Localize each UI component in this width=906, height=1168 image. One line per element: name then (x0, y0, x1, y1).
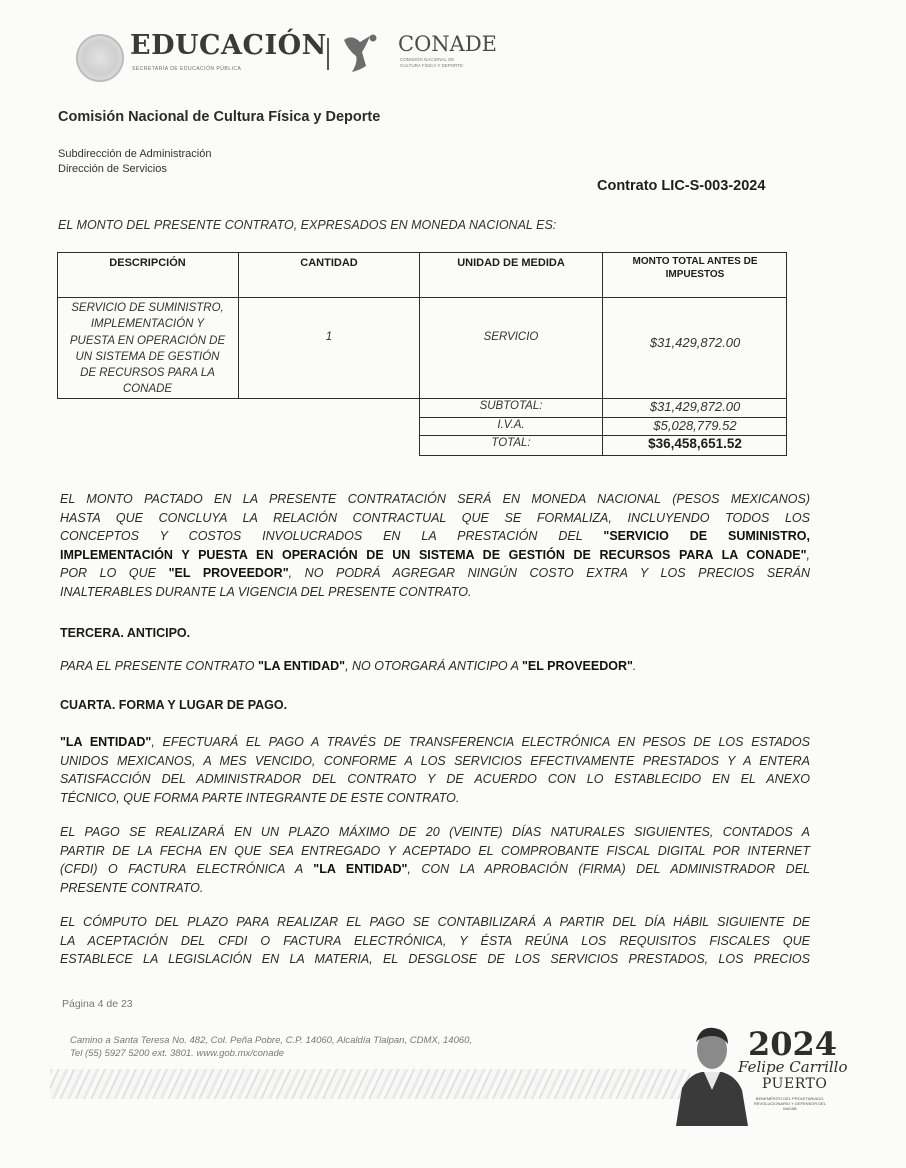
amount-table (57, 252, 786, 456)
section-heading-cuarta: CUARTA. FORMA Y LUGAR DE PAGO. (60, 698, 288, 712)
amount-intro: EL MONTO DEL PRESENTE CONTRATO, EXPRESADOS EN MONEDA NACIONAL ES: (58, 218, 557, 232)
text-span: (CFDI) O FACTURA ELECTRÓNICA A (60, 862, 303, 876)
conade-logo-subtitle: COMISIÓN NACIONAL DE CULTURA FÍSICA Y DEPORTE (400, 57, 464, 68)
footer-address (70, 1034, 472, 1060)
organization-name: Comisión Nacional de Cultura Física y Deporte (58, 109, 381, 125)
description-line: IMPLEMENTACIÓN Y (90, 318, 205, 331)
service-name-bold: "SERVICIO DE SUMINISTRO, (603, 529, 810, 543)
description-line: UN SISTEMA DE GESTIÓN (75, 350, 220, 363)
anniversary-year: 2024 (748, 1025, 838, 1063)
description-line: PUESTA EN OPERACIÓN DE (69, 334, 226, 347)
decorative-footer-band (50, 1069, 690, 1099)
text-line: INALTERABLES DURANTE LA VIGENCIA DEL PRESENTE CONTRATO. (60, 584, 472, 599)
sep-seal-logo (76, 34, 124, 82)
description-cell (57, 300, 238, 398)
text-span: . (632, 659, 637, 673)
table-divider (238, 252, 239, 399)
col-header-unit: UNIDAD DE MEDIDA (457, 257, 565, 269)
section-heading-tercera: TERCERA. ANTICIPO. (60, 626, 191, 640)
address-line: Tel (55) 5927 5200 ext. 3801. www.gob.mx/conade (70, 1048, 285, 1059)
text-line: EL MONTO PACTADO EN LA PRESENTE CONTRATACIÓN SERÁ EN MONEDA NACIONAL (PESOS MEXICANOS) (60, 492, 810, 506)
text-line (60, 564, 810, 583)
text-span: , NO OTORGARÁ ANTICIPO A (345, 659, 519, 673)
subtotal-label: SUBTOTAL: (479, 400, 543, 412)
text-line: EL CÓMPUTO DEL PLAZO PARA REALIZAR EL PAGO SE CONTABILIZARÁ A PARTIR DEL DÍA HÁBIL SIGUIENTE DE (60, 915, 810, 929)
entity-bold: "LA ENTIDAD" (313, 862, 408, 876)
col-header-quantity: CANTIDAD (300, 257, 358, 269)
payment-paragraph-1 (60, 733, 810, 807)
description-line: CONADE (122, 383, 173, 396)
total-value: $36,458,651.52 (648, 436, 742, 451)
text-span: , CON LA APROBACIÓN (FIRMA) DEL ADMINISTRADOR DEL (407, 862, 810, 876)
text-span: , (806, 547, 810, 562)
text-line: PRESENTE CONTRATO. (60, 880, 204, 895)
education-logo-title: EDUCACIÓN (130, 30, 327, 61)
payment-paragraph-3 (60, 913, 810, 969)
contract-number: Contrato LIC-S-003-2024 (597, 178, 766, 194)
entity-bold: "LA ENTIDAD" (257, 659, 346, 673)
unit-cell: SERVICIO (483, 331, 539, 343)
entity-bold: "LA ENTIDAD" (60, 735, 152, 749)
text-line: PARTIR DE LA FECHA EN QUE SEA ENTREGADO Y ACEPTADO EL COMPROBANTE FISCAL DIGITAL POR INTERNET (60, 843, 810, 858)
text-line (60, 527, 810, 546)
department-line-1: Subdirección de Administración (58, 148, 212, 160)
service-name-bold: IMPLEMENTACIÓN Y PUESTA EN OPERACIÓN DE UN SISTEMA DE GESTIÓN DE RECURSOS PARA LA CONADE" (60, 547, 807, 562)
page-number: Página 4 de 23 (62, 998, 133, 1010)
col-header-description: DESCRIPCIÓN (109, 257, 186, 269)
honoree-first-name: Felipe Carrillo (738, 1058, 848, 1076)
text-span: CONCEPTOS Y COSTOS INVOLUCRADOS EN LA PRESTACIÓN DEL (60, 529, 583, 543)
address-line: Camino a Santa Teresa No. 482, Col. Peña Pobre, C.P. 14060, Alcaldía Tlalpan, CDMX, 14060, (70, 1035, 473, 1046)
provider-bold: "EL PROVEEDOR" (168, 566, 289, 580)
text-span: , NO PODRÁ AGREGAR NINGÚN COSTO EXTRA Y LOS PRECIOS SERÁN (288, 566, 810, 580)
amount-cell: $31,429,872.00 (649, 335, 741, 350)
subtotal-value: $31,429,872.00 (649, 399, 741, 414)
text-span: , EFECTUARÁ EL PAGO A TRAVÉS DE TRANSFERENCIA ELECTRÓNICA EN PESOS DE LOS ESTADOS (151, 735, 810, 749)
text-line (60, 657, 810, 676)
text-line: LA ACEPTACIÓN DEL CFDI O FACTURA ELECTRÓNICA, Y ÉSTA REÚNA LOS REQUISITOS FISCALES QUE (60, 933, 810, 948)
text-line: ESTABLECE LA LEGISLACIÓN EN LA MATERIA, EL DESGLOSE DE LOS SERVICIOS PRESTADOS, LOS PRECIOS (60, 952, 810, 966)
text-span: PARA EL PRESENTE CONTRATO (60, 659, 255, 673)
advance-paragraph (60, 657, 810, 676)
education-logo-subtitle: SECRETARÍA DE EDUCACIÓN PÚBLICA (132, 66, 242, 72)
text-line (60, 733, 810, 752)
iva-value: $5,028,779.52 (653, 418, 737, 433)
payment-paragraph-2 (60, 823, 810, 897)
honoree-subtitle: BENEMÉRITO DEL PROLETARIADO, REVOLUCIONARIO Y DEFENSOR DEL MAYAB (753, 1096, 827, 1111)
total-label: TOTAL: (491, 437, 531, 449)
text-span: POR LO QUE (60, 566, 156, 580)
quantity-cell: 1 (325, 331, 333, 343)
col-header-amount: MONTO TOTAL ANTES DE IMPUESTOS (632, 256, 758, 280)
conade-logo-title: CONADE (398, 32, 497, 56)
amount-terms-paragraph (60, 490, 810, 601)
text-line: TÉCNICO, QUE FORMA PARTE INTEGRANTE DE ESTE CONTRATO. (60, 790, 460, 805)
text-line: UNIDOS MEXICANOS, A MES VENCIDO, CONFORME A LOS SERVICIOS EFECTIVAMENTE PRESTADOS Y A ENTERA (60, 753, 810, 768)
header-divider (327, 38, 329, 70)
description-line: DE RECURSOS PARA LA (80, 367, 215, 380)
honoree-last-name: PUERTO (762, 1076, 828, 1092)
text-line: HASTA QUE CONCLUYA LA RELACIÓN CONTRACTUAL QUE SE FORMALIZA, INCLUYENDO TODOS LOS (60, 510, 810, 525)
conade-athlete-icon (340, 30, 382, 74)
text-line: EL PAGO SE REALIZARÁ EN UN PLAZO MÁXIMO DE 20 (VEINTE) DÍAS NATURALES SIGUIENTES, CONTADOS A (60, 825, 810, 839)
description-line: SERVICIO DE SUMINISTRO, (71, 302, 224, 314)
text-line (60, 546, 810, 565)
iva-label: I.V.A. (497, 419, 525, 431)
department-line-2: Dirección de Servicios (58, 163, 167, 175)
text-line (60, 860, 810, 879)
text-line: SATISFACCIÓN DEL ADMINISTRADOR DEL CONTRATO Y DE ACUERDO CON LO ESTABLECIDO EN EL ANEXO (60, 772, 810, 786)
provider-bold: "EL PROVEEDOR" (521, 659, 633, 673)
